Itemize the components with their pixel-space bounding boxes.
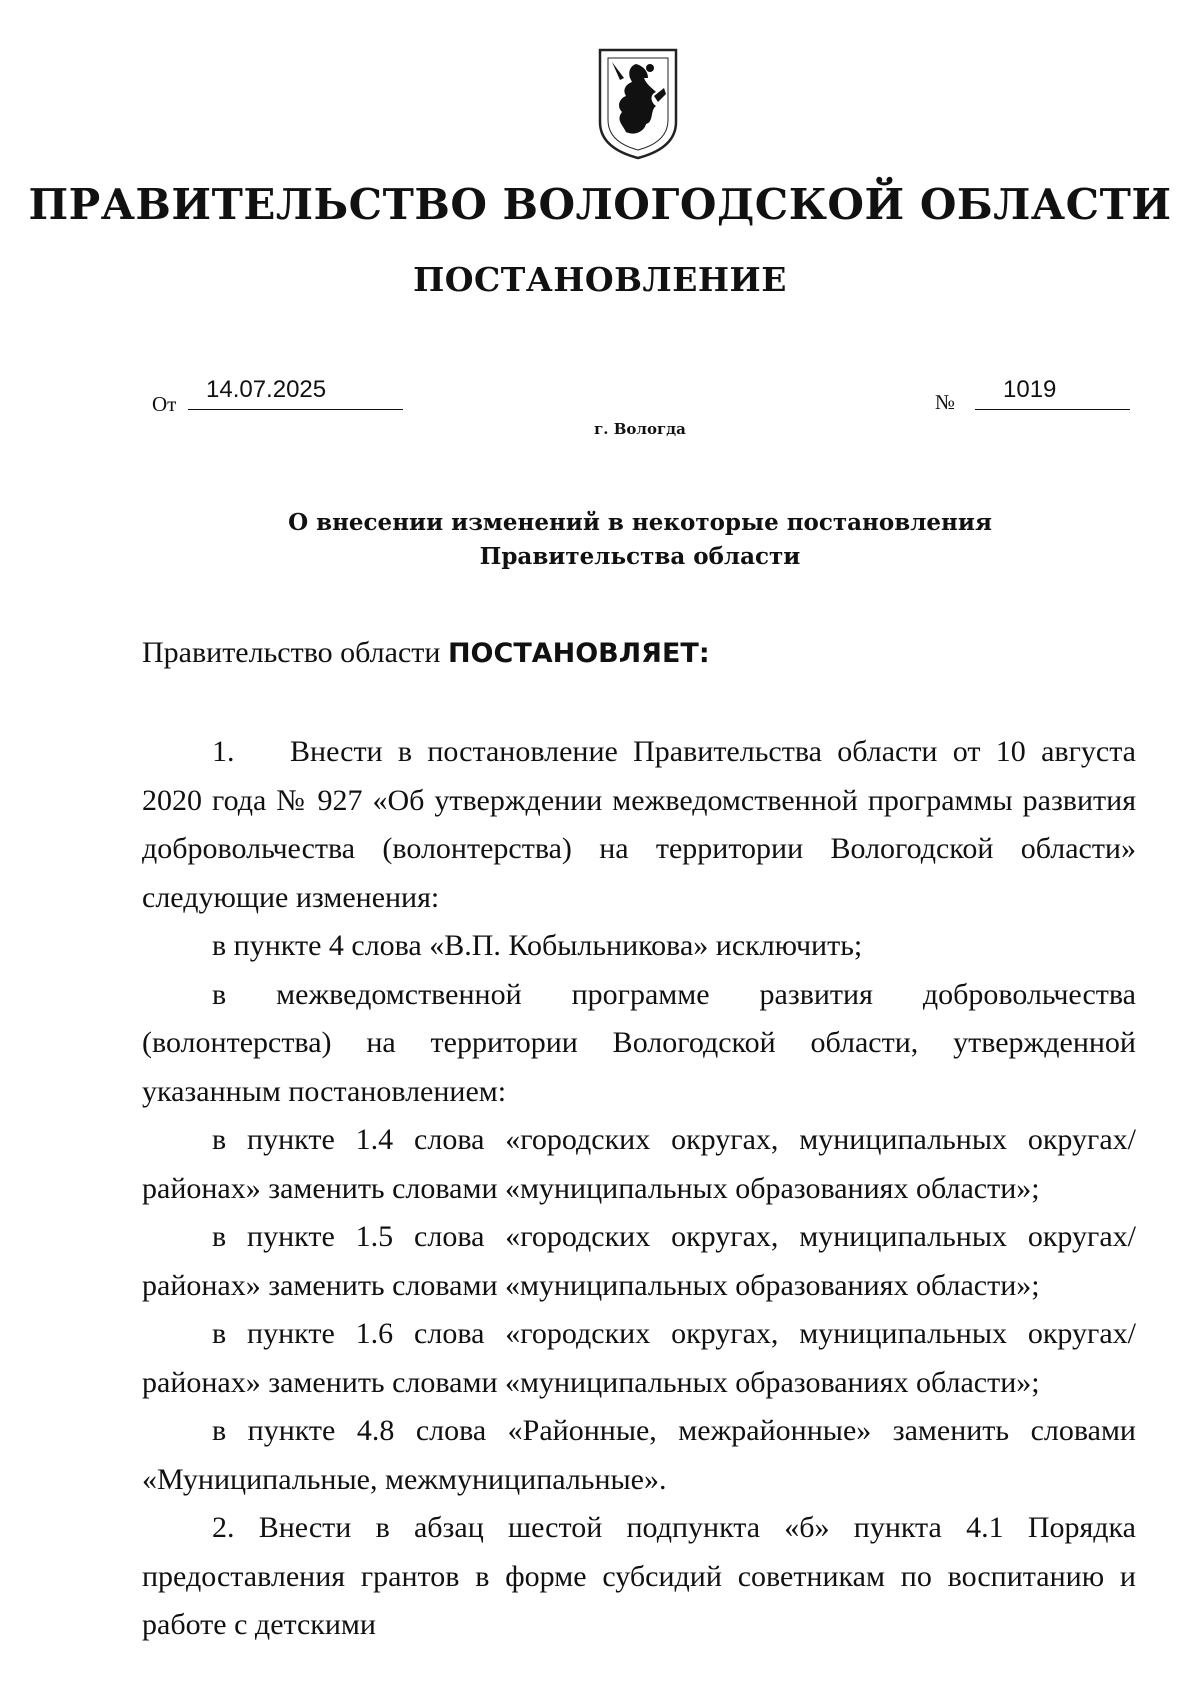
city: г. Вологда bbox=[594, 420, 686, 438]
paragraph-number: 1. bbox=[212, 735, 235, 768]
document-body bbox=[142, 728, 1136, 1650]
paragraph-1 bbox=[142, 728, 1136, 922]
document-type: ПОСТАНОВЛЕНИЕ bbox=[413, 260, 787, 299]
government-title: ПРАВИТЕЛЬСТВО ВОЛОГОДСКОЙ ОБЛАСТИ bbox=[28, 180, 1172, 229]
preamble bbox=[142, 636, 710, 670]
coat-of-arms-icon bbox=[592, 44, 684, 162]
number-prefix: № bbox=[935, 390, 956, 414]
preamble-text: Правительство области bbox=[142, 636, 448, 669]
paragraph-7: в пункте 4.8 слова «Районные, межрайонные» заменить словами «Муниципальные, межмуниципальные». bbox=[142, 1414, 1136, 1496]
subject-line-2: Правительства области bbox=[479, 543, 801, 570]
paragraph-3: в межведомственной программе развития добровольчества (волонтерства) на территории Вологодской области, утвержденной указанным постановлением: bbox=[142, 977, 1136, 1108]
subject-line-1: О внесении изменений в некоторые постановления bbox=[288, 509, 992, 536]
paragraph-8: 2. Внести в абзац шестой подпункта «б» пункта 4.1 Порядка предоставления грантов в форме субсидий советникам по воспитанию и работе с детскими bbox=[142, 1511, 1136, 1641]
paragraph-4: в пункте 1.4 слова «городских округах, муниципальных округах/районах» заменить словами «муниципальных образованиях области»; bbox=[142, 1123, 1136, 1205]
paragraph-6: в пункте 1.6 слова «городских округах, муниципальных округах/районах» заменить словами «муниципальных образованиях области»; bbox=[142, 1317, 1136, 1399]
document-subject bbox=[0, 506, 1200, 574]
date-value: 14.07.2025 bbox=[188, 376, 403, 410]
date-prefix: От bbox=[152, 392, 177, 416]
preamble-bold: ПОСТАНОВЛЯЕТ: bbox=[447, 638, 710, 669]
number-value: 1019 bbox=[975, 376, 1130, 410]
paragraph-5: в пункте 1.5 слова «городских округах, муниципальных округах/районах» заменить словами «муниципальных образованиях области»; bbox=[142, 1220, 1136, 1302]
paragraph-text: Внести в постановление Правительства области от 10 августа 2020 года № 927 «Об утверждении межведомственной программы развития добровольчества (волонтерства) на территории Вологодской области» следующие изменения: bbox=[142, 735, 1136, 914]
paragraph-2: в пункте 4 слова «В.П. Кобыльникова» исключить; bbox=[212, 929, 863, 962]
